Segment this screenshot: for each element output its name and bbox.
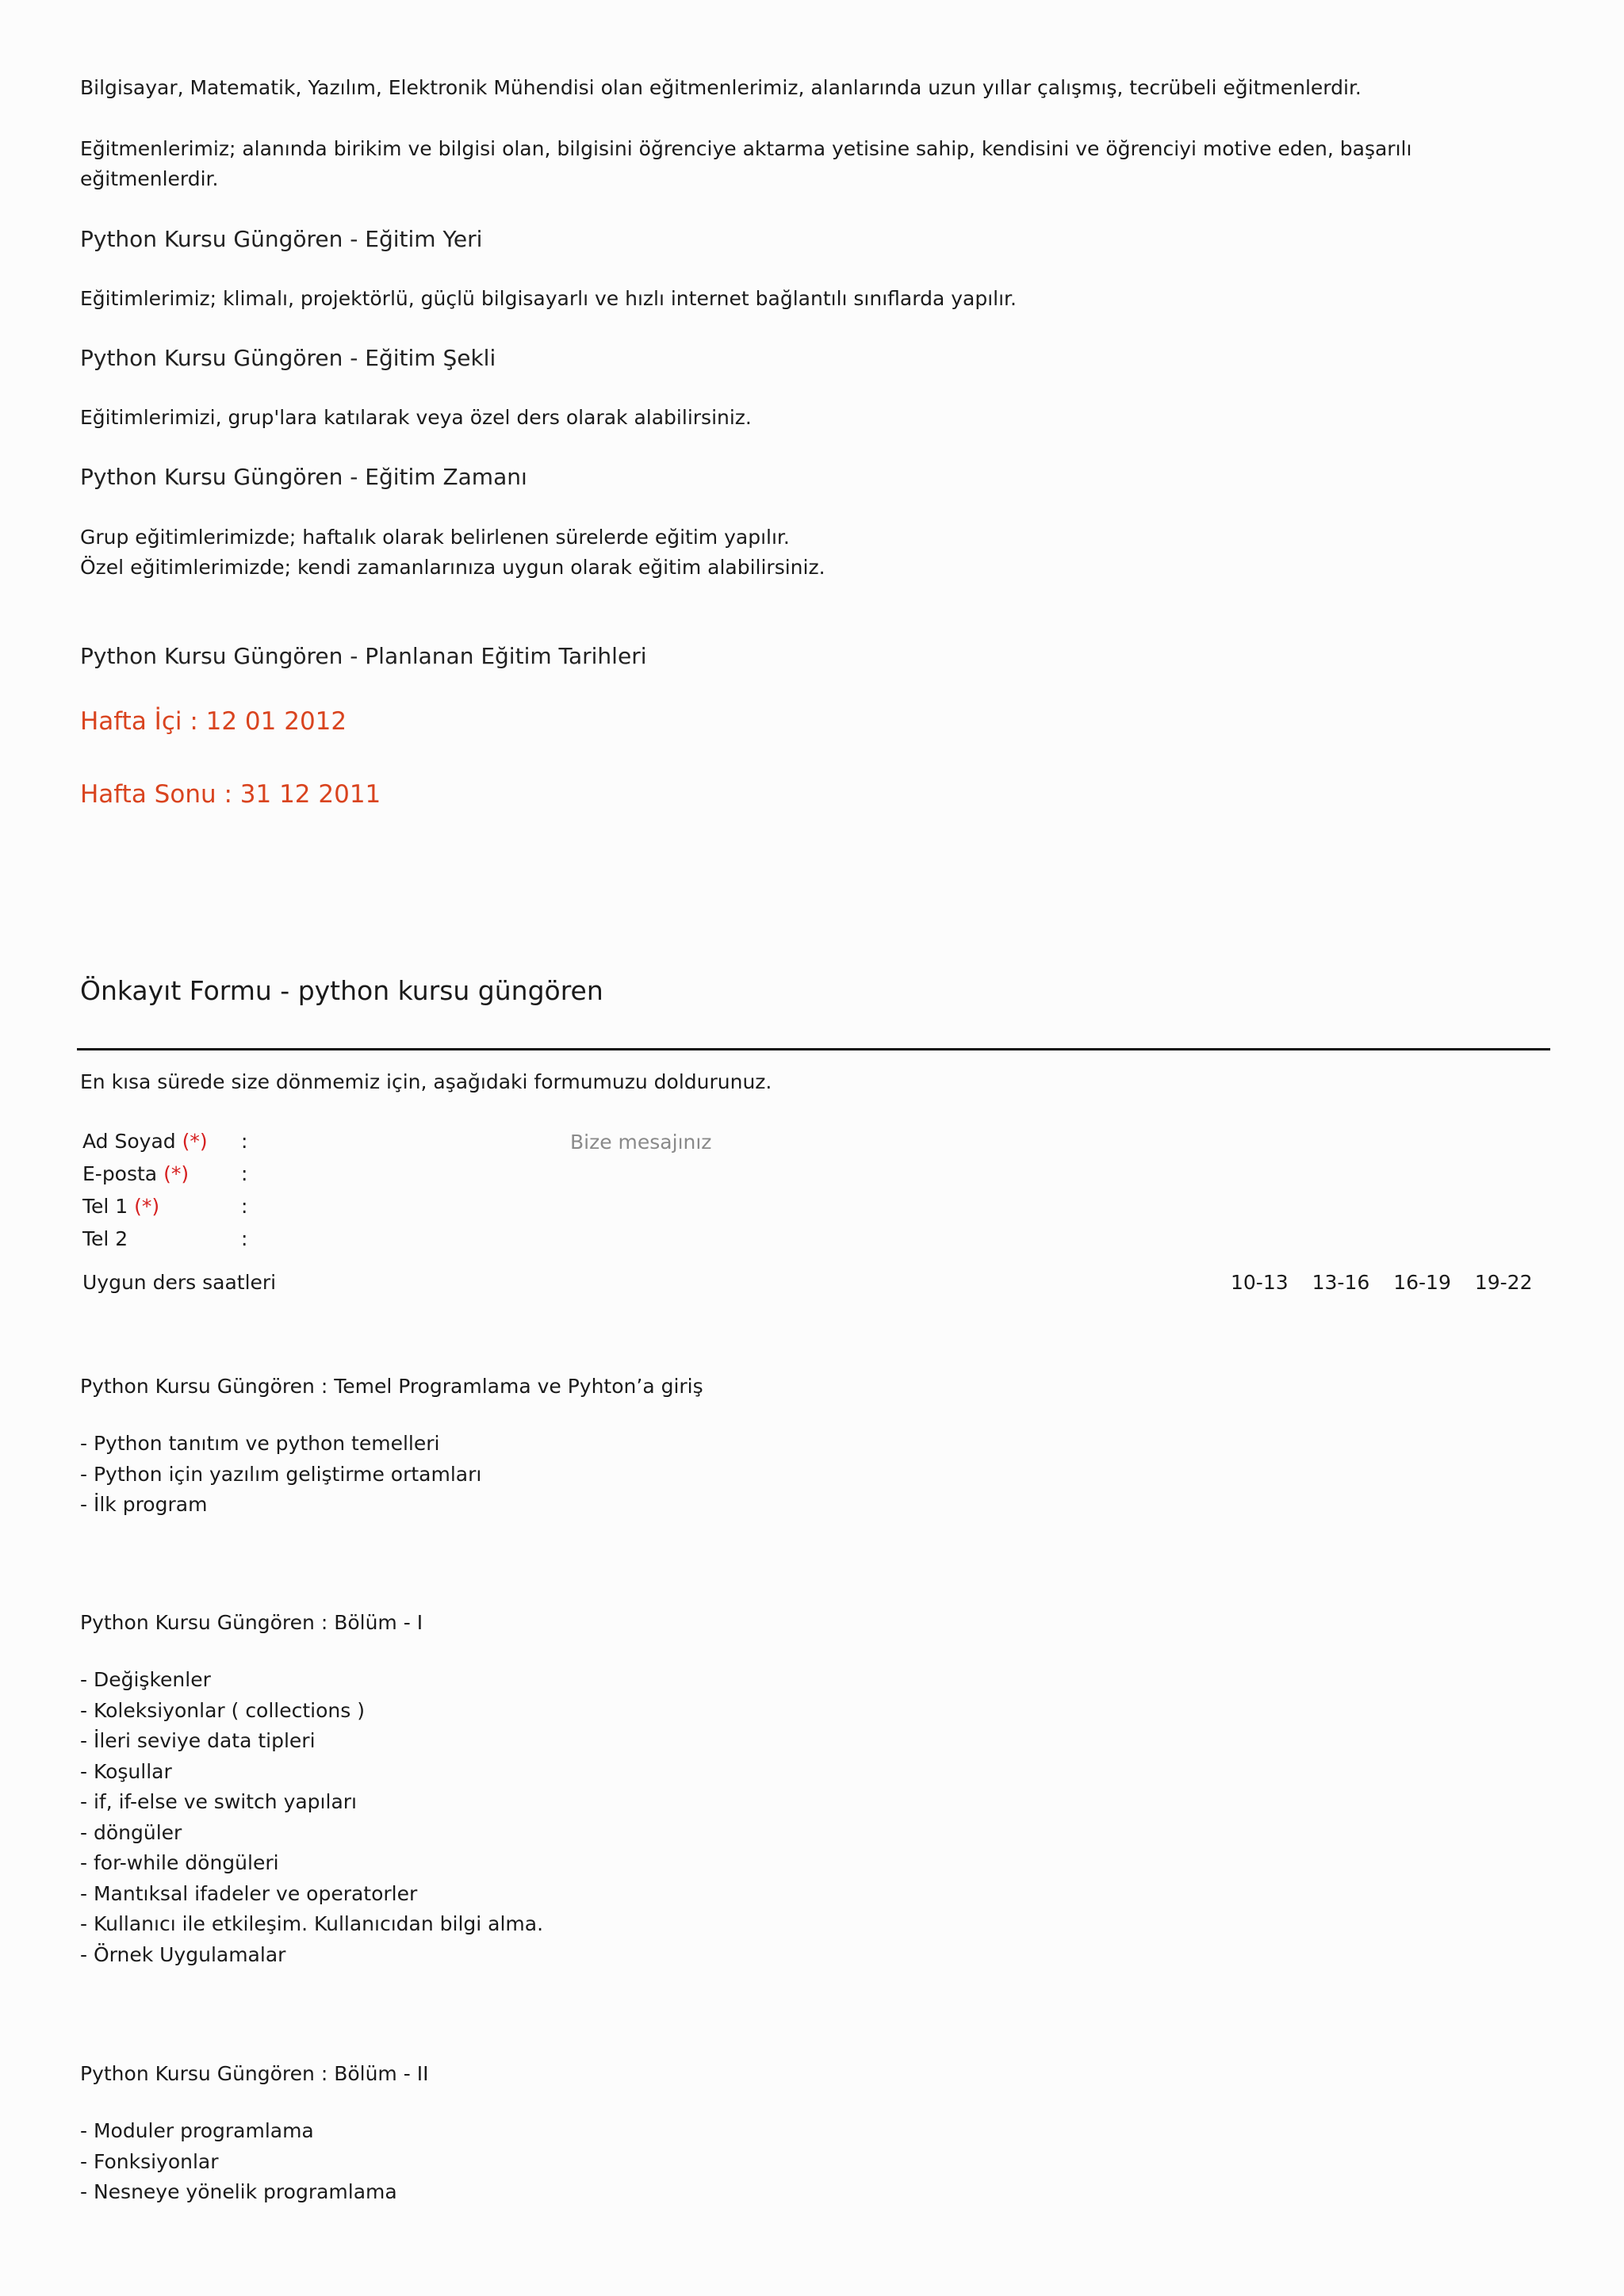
instructors-paragraph-2-line-1: Eğitmenlerimiz; alanında birikim ve bilgisi olan, bilgisini öğrenciye aktarma yetisine sahip, kendisini ve öğrenciyi motive eden, başarılı <box>80 137 1412 160</box>
list-item: - Moduler programlama <box>80 2119 314 2142</box>
form-title: Önkayıt Formu - python kursu güngören <box>80 975 603 1006</box>
form-subtitle: En kısa sürede size dönmemiz için, aşağıdaki formumuzu doldurunuz. <box>80 1070 772 1093</box>
list-item: - for-while döngüleri <box>80 1851 279 1874</box>
tel2-input[interactable] <box>250 1225 554 1255</box>
list-item: - Örnek Uygulamalar <box>80 1942 286 1966</box>
email-label: E-posta (*) <box>82 1162 190 1185</box>
name-colon: : <box>241 1130 248 1153</box>
weekday-date: Hafta İçi : 12 01 2012 <box>80 707 347 736</box>
section-title-dates: Python Kursu Güngören - Planlanan Eğitim Tarihleri <box>80 643 647 669</box>
hour-option-19-22[interactable]: 19-22 <box>1474 1271 1533 1294</box>
section-title-format: Python Kursu Güngören - Eğitim Şekli <box>80 345 496 371</box>
list-item: - Nesneye yönelik programlama <box>80 2180 397 2203</box>
email-colon: : <box>241 1162 248 1185</box>
hour-option-16-19[interactable]: 16-19 <box>1393 1271 1451 1294</box>
hours-options <box>1231 1267 1532 1299</box>
hour-option-13-16[interactable]: 13-16 <box>1312 1271 1370 1294</box>
list-item: - Python için yazılım geliştirme ortamları <box>80 1462 482 1486</box>
required-mark: (*) <box>182 1130 208 1153</box>
list-item: - Python tanıtım ve python temelleri <box>80 1432 440 1455</box>
message-input[interactable] <box>570 1126 982 1158</box>
list-item: - Koşullar <box>80 1759 172 1783</box>
curriculum-intro-list <box>80 1429 481 1521</box>
list-item: - İleri seviye data tipleri <box>80 1729 316 1752</box>
list-item: - Değişkenler <box>80 1668 211 1691</box>
weekend-date: Hafta Sonu : 31 12 2011 <box>80 780 381 809</box>
required-mark: (*) <box>163 1162 190 1185</box>
name-label: Ad Soyad (*) <box>82 1130 208 1153</box>
curriculum-intro-title: Python Kursu Güngören : Temel Programlama ve Pyhton’a giriş <box>80 1375 703 1398</box>
tel2-colon: : <box>241 1227 248 1250</box>
instructors-paragraph-1: Bilgisayar, Matematik, Yazılım, Elektronik Mühendisi olan eğitmenlerimiz, alanlarında uzun yıllar çalışmış, tecrübeli eğitmenlerdir. <box>80 76 1362 99</box>
section-text-format: Eğitimlerimizi, grup'lara katılarak veya özel ders olarak alabilirsiniz. <box>80 406 752 429</box>
required-mark: (*) <box>134 1195 160 1218</box>
list-item: - Mantıksal ifadeler ve operatorler <box>80 1881 418 1905</box>
list-item: - döngüler <box>80 1820 182 1844</box>
name-input[interactable] <box>250 1127 554 1158</box>
curriculum-part1-title: Python Kursu Güngören : Bölüm - I <box>80 1611 423 1634</box>
section-text-time-2: Özel eğitimlerimizde; kendi zamanlarınıza uygun olarak eğitim alabilirsiniz. <box>80 556 825 579</box>
list-item: - if, if-else ve switch yapıları <box>80 1790 357 1813</box>
list-item: - İlk program <box>80 1493 208 1516</box>
section-title-place: Python Kursu Güngören - Eğitim Yeri <box>80 226 483 252</box>
tel2-label: Tel 2 <box>82 1227 128 1250</box>
curriculum-part2-title: Python Kursu Güngören : Bölüm - II <box>80 2062 429 2085</box>
tel1-input[interactable] <box>250 1192 554 1223</box>
section-title-time: Python Kursu Güngören - Eğitim Zamanı <box>80 464 527 490</box>
list-item: - Kullanıcı ile etkileşim. Kullanıcıdan bilgi alma. <box>80 1912 544 1935</box>
tel1-colon: : <box>241 1195 248 1218</box>
email-input[interactable] <box>250 1160 554 1190</box>
section-text-place: Eğitimlerimiz; klimalı, projektörlü, güçlü bilgisayarlı ve hızlı internet bağlantılı sınıflarda yapılır. <box>80 287 1017 310</box>
form-divider <box>77 1048 1550 1050</box>
tel1-label: Tel 1 (*) <box>82 1195 160 1218</box>
list-item: - Koleksiyonlar ( collections ) <box>80 1698 365 1722</box>
hours-label: Uygun ders saatleri <box>82 1271 277 1294</box>
hour-option-10-13[interactable]: 10-13 <box>1231 1271 1289 1294</box>
list-item: - Fonksiyonlar <box>80 2149 219 2173</box>
section-text-time-1: Grup eğitimlerimizde; haftalık olarak belirlenen sürelerde eğitim yapılır. <box>80 526 790 549</box>
instructors-paragraph-2-line-2: eğitmenlerdir. <box>80 167 219 190</box>
curriculum-part2-list <box>80 2116 397 2208</box>
curriculum-part1-list <box>80 1665 543 1970</box>
